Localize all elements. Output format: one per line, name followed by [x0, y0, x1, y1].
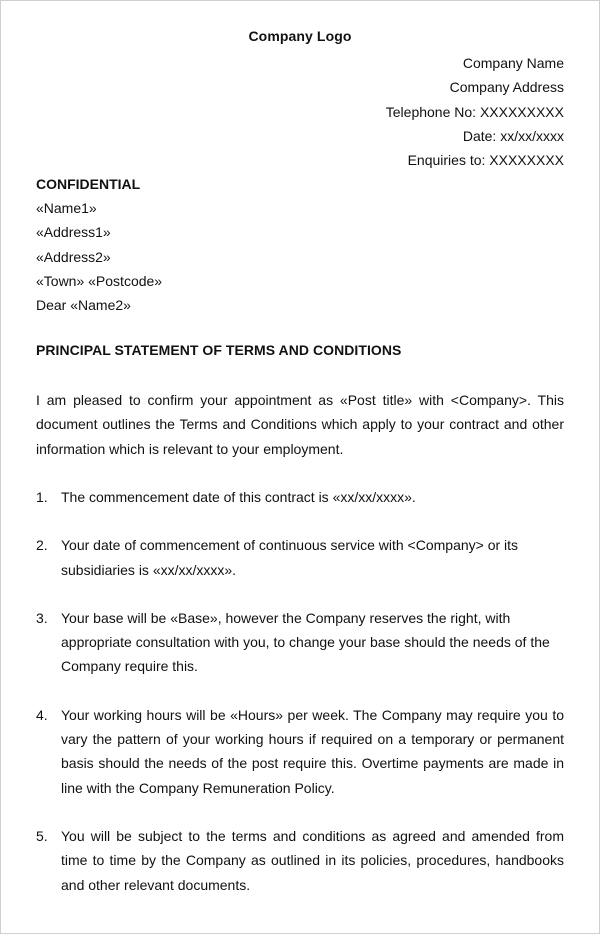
clause-number: 2.	[36, 537, 48, 554]
recipient-name: «Name1»	[36, 200, 97, 217]
recipient-town-postcode: «Town» «Postcode»	[36, 272, 163, 289]
company-details	[386, 51, 564, 172]
clause-number: 4.	[36, 706, 48, 723]
company-logo-text: Company Logo	[248, 28, 352, 44]
recipient-block	[36, 172, 162, 317]
term-clause-2	[36, 533, 564, 582]
terms-list	[36, 485, 564, 921]
clause-text: Your date of commencement of continuous service with <Company> or its subsidiaries is «xx/xx/xxxx».	[61, 537, 519, 578]
company-address: Company Address	[449, 79, 564, 96]
term-clause-3	[36, 606, 564, 679]
clause-number: 3.	[36, 609, 48, 626]
document-heading: PRINCIPAL STATEMENT OF TERMS AND CONDITIONS	[36, 342, 402, 358]
clause-text: Your working hours will be «Hours» per week. The Company may require you to vary the pattern of your working hours if required on a temporary or permanent basis should the needs of the post require this. Overtime payments are made in line with the Company Remuneration Policy.	[61, 706, 564, 796]
letter-date: Date: xx/xx/xxxx	[462, 127, 564, 144]
clause-number: 1.	[36, 489, 48, 505]
clause-text: The commencement date of this contract is «xx/xx/xxxx».	[61, 489, 416, 505]
company-telephone: Telephone No: XXXXXXXXX	[385, 103, 564, 120]
recipient-address-1: «Address1»	[36, 224, 111, 241]
intro-paragraph: I am pleased to confirm your appointment as «Post title» with <Company>. This document outlines the Terms and Conditions which apply to your contract and other information which is relevant to your employment.	[36, 392, 564, 457]
term-clause-5	[36, 824, 564, 897]
term-clause-1	[36, 485, 564, 509]
company-name: Company Name	[462, 55, 564, 71]
enquiries-line: Enquiries to: XXXXXXXX	[407, 152, 564, 169]
salutation: Dear «Name2»	[36, 297, 131, 314]
clause-text: Your base will be «Base», however the Company reserves the right, with appropriate consultation with you, to change your base should the needs of the Company require this.	[61, 609, 550, 675]
clause-text: You will be subject to the terms and conditions as agreed and amended from time to time by the Company as outlined in its policies, procedures, handbooks and other relevant documents.	[61, 827, 564, 893]
clause-number: 5.	[36, 827, 48, 844]
term-clause-4	[36, 703, 564, 800]
recipient-address-2: «Address2»	[36, 248, 111, 265]
confidential-label: CONFIDENTIAL	[36, 176, 141, 192]
